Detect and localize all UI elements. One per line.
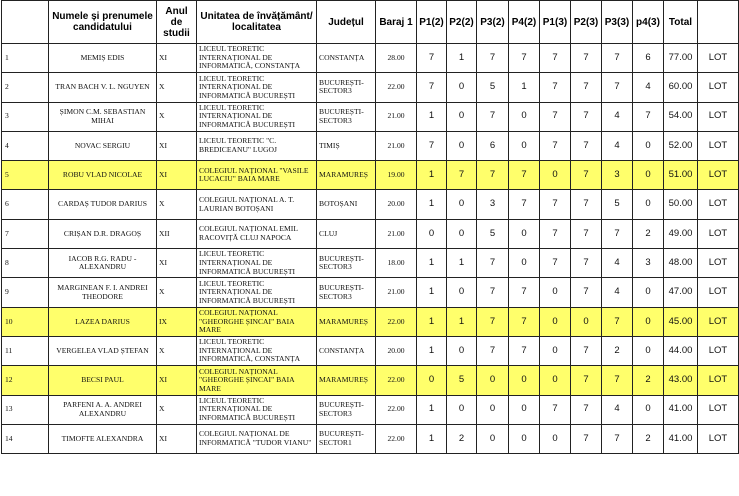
problem-score: 7 — [540, 219, 571, 248]
school-name: LICEUL TEORETIC INTERNAȚIONAL DE INFORMATICĂ BUCUREȘTI — [197, 102, 317, 131]
header-total: Total — [664, 1, 698, 44]
candidate-name: PARFENI A. A. ANDREI ALEXANDRU — [49, 395, 157, 424]
problem-score: 5 — [447, 366, 477, 395]
lot-status: LOT — [698, 424, 739, 453]
row-number: 2 — [2, 73, 49, 102]
study-year: XI — [157, 161, 197, 190]
school-name: COLEGIUL NAȚIONAL DE INFORMATICĂ "TUDOR VIANU" — [197, 424, 317, 453]
problem-score: 4 — [602, 102, 633, 131]
problem-score: 0 — [633, 131, 664, 160]
school-name: COLEGIUL NAȚIONAL "GHEORGHE ȘINCAI" BAIA MARE — [197, 307, 317, 336]
baraj-score: 22.00 — [376, 424, 417, 453]
lot-status: LOT — [698, 131, 739, 160]
problem-score: 0 — [633, 336, 664, 365]
table-row — [2, 131, 739, 160]
problem-score: 7 — [571, 219, 602, 248]
header-county: Județul — [317, 1, 376, 44]
problem-score: 0 — [633, 395, 664, 424]
problem-score: 0 — [477, 424, 509, 453]
problem-score: 4 — [602, 395, 633, 424]
header-lot — [698, 1, 739, 44]
header-p2-3: P2(3) — [571, 1, 602, 44]
problem-score: 7 — [477, 336, 509, 365]
baraj-score: 28.00 — [376, 44, 417, 73]
problem-score: 7 — [602, 366, 633, 395]
lot-status: LOT — [698, 73, 739, 102]
candidate-name: VERGELEA VLAD ȘTEFAN — [49, 336, 157, 365]
baraj-score: 18.00 — [376, 249, 417, 278]
problem-score: 2 — [602, 336, 633, 365]
school-name: COLEGIUL NAȚIONAL A. T. LAURIAN BOTOȘANI — [197, 190, 317, 219]
table-row — [2, 73, 739, 102]
lot-status: LOT — [698, 190, 739, 219]
total-score: 52.00 — [664, 131, 698, 160]
problem-score: 7 — [571, 278, 602, 307]
candidate-name: CRIȘAN D.R. DRAGOȘ — [49, 219, 157, 248]
problem-score: 0 — [540, 336, 571, 365]
problem-score: 1 — [417, 278, 447, 307]
row-number: 9 — [2, 278, 49, 307]
table-row — [2, 336, 739, 365]
problem-score: 7 — [571, 44, 602, 73]
baraj-score: 21.00 — [376, 102, 417, 131]
lot-status: LOT — [698, 161, 739, 190]
problem-score: 0 — [509, 249, 540, 278]
problem-score: 7 — [602, 424, 633, 453]
candidate-name: IACOB R.G. RADU - ALEXANDRU — [49, 249, 157, 278]
problem-score: 7 — [509, 278, 540, 307]
row-number: 1 — [2, 44, 49, 73]
county: MARAMUREȘ — [317, 307, 376, 336]
school-name: LICEUL TEORETIC INTERNAȚIONAL DE INFORMATICĂ BUCUREȘTI — [197, 395, 317, 424]
candidate-name: CARDAȘ TUDOR DARIUS — [49, 190, 157, 219]
total-score: 47.00 — [664, 278, 698, 307]
problem-score: 2 — [633, 424, 664, 453]
problem-score: 0 — [540, 307, 571, 336]
problem-score: 0 — [540, 366, 571, 395]
candidate-name: NOVAC SERGIU — [49, 131, 157, 160]
problem-score: 7 — [509, 44, 540, 73]
baraj-score: 22.00 — [376, 366, 417, 395]
candidate-name: LAZEA DARIUS — [49, 307, 157, 336]
problem-score: 7 — [571, 395, 602, 424]
total-score: 43.00 — [664, 366, 698, 395]
problem-score: 0 — [509, 219, 540, 248]
lot-status: LOT — [698, 102, 739, 131]
problem-score: 7 — [477, 307, 509, 336]
candidate-name: BECSI PAUL — [49, 366, 157, 395]
problem-score: 0 — [509, 395, 540, 424]
problem-score: 7 — [571, 366, 602, 395]
study-year: IX — [157, 307, 197, 336]
school-name: COLEGIUL NAȚIONAL EMIL RACOVIȚĂ CLUJ NAPOCA — [197, 219, 317, 248]
study-year: XI — [157, 424, 197, 453]
total-score: 48.00 — [664, 249, 698, 278]
header-name: Numele și prenumele candidatului — [49, 1, 157, 44]
header-p3-3: P3(3) — [602, 1, 633, 44]
study-year: XII — [157, 219, 197, 248]
problem-score: 7 — [602, 44, 633, 73]
school-name: LICEUL TEORETIC INTERNAȚIONAL DE INFORMATICĂ, CONSTANȚA — [197, 336, 317, 365]
school-name: COLEGIUL NAȚIONAL "VASILE LUCACIU" BAIA MARE — [197, 161, 317, 190]
row-number: 13 — [2, 395, 49, 424]
problem-score: 6 — [477, 131, 509, 160]
row-number: 8 — [2, 249, 49, 278]
table-row — [2, 395, 739, 424]
total-score: 45.00 — [664, 307, 698, 336]
candidate-name: MEMIȘ EDIS — [49, 44, 157, 73]
problem-score: 7 — [571, 249, 602, 278]
lot-status: LOT — [698, 336, 739, 365]
county: CLUJ — [317, 219, 376, 248]
problem-score: 0 — [447, 336, 477, 365]
lot-status: LOT — [698, 307, 739, 336]
study-year: X — [157, 395, 197, 424]
problem-score: 7 — [540, 102, 571, 131]
problem-score: 7 — [417, 131, 447, 160]
problem-score: 0 — [447, 73, 477, 102]
problem-score: 2 — [633, 366, 664, 395]
problem-score: 0 — [477, 395, 509, 424]
problem-score: 0 — [447, 102, 477, 131]
results-table — [1, 0, 739, 454]
problem-score: 0 — [447, 219, 477, 248]
lot-status: LOT — [698, 249, 739, 278]
table-row — [2, 161, 739, 190]
header-p3-2: P3(2) — [477, 1, 509, 44]
county: MARAMUREȘ — [317, 161, 376, 190]
problem-score: 1 — [447, 44, 477, 73]
problem-score: 1 — [417, 424, 447, 453]
problem-score: 2 — [633, 219, 664, 248]
candidate-name: TRAN BACH V. L. NGUYEN — [49, 73, 157, 102]
problem-score: 7 — [477, 278, 509, 307]
baraj-score: 21.00 — [376, 219, 417, 248]
table-row — [2, 44, 739, 73]
problem-score: 0 — [509, 131, 540, 160]
lot-status: LOT — [698, 44, 739, 73]
problem-score: 1 — [417, 249, 447, 278]
total-score: 44.00 — [664, 336, 698, 365]
problem-score: 0 — [509, 424, 540, 453]
problem-score: 4 — [602, 278, 633, 307]
county: MARAMUREȘ — [317, 366, 376, 395]
header-p2-2: P2(2) — [447, 1, 477, 44]
problem-score: 7 — [447, 161, 477, 190]
problem-score: 0 — [447, 395, 477, 424]
problem-score: 7 — [540, 131, 571, 160]
total-score: 54.00 — [664, 102, 698, 131]
row-number: 10 — [2, 307, 49, 336]
county: BUCUREȘTI-SECTOR3 — [317, 278, 376, 307]
problem-score: 1 — [417, 161, 447, 190]
study-year: X — [157, 336, 197, 365]
baraj-score: 21.00 — [376, 131, 417, 160]
lot-status: LOT — [698, 366, 739, 395]
baraj-score: 22.00 — [376, 73, 417, 102]
problem-score: 7 — [602, 73, 633, 102]
problem-score: 7 — [540, 44, 571, 73]
problem-score: 1 — [417, 336, 447, 365]
problem-score: 6 — [633, 44, 664, 73]
total-score: 77.00 — [664, 44, 698, 73]
baraj-score: 20.00 — [376, 336, 417, 365]
study-year: XI — [157, 131, 197, 160]
row-number: 4 — [2, 131, 49, 160]
header-p1-3: P1(3) — [540, 1, 571, 44]
school-name: LICEUL TEORETIC INTERNAȚIONAL DE INFORMATICĂ, CONSTANȚA — [197, 44, 317, 73]
problem-score: 0 — [633, 307, 664, 336]
problem-score: 5 — [602, 190, 633, 219]
header-nr — [2, 1, 49, 44]
baraj-score: 22.00 — [376, 395, 417, 424]
problem-score: 0 — [447, 131, 477, 160]
table-row — [2, 249, 739, 278]
school-name: LICEUL TEORETIC INTERNAȚIONAL DE INFORMATICĂ BUCUREȘTI — [197, 73, 317, 102]
county: BUCUREȘTI-SECTOR3 — [317, 102, 376, 131]
study-year: XI — [157, 366, 197, 395]
problem-score: 7 — [571, 102, 602, 131]
candidate-name: ȘIMON C.M. SEBASTIAN MIHAI — [49, 102, 157, 131]
problem-score: 7 — [477, 44, 509, 73]
baraj-score: 19.00 — [376, 161, 417, 190]
problem-score: 5 — [477, 219, 509, 248]
problem-score: 0 — [447, 278, 477, 307]
total-score: 60.00 — [664, 73, 698, 102]
row-number: 14 — [2, 424, 49, 453]
row-number: 5 — [2, 161, 49, 190]
problem-score: 0 — [509, 366, 540, 395]
problem-score: 1 — [509, 73, 540, 102]
school-name: LICEUL TEORETIC INTERNAȚIONAL DE INFORMATICĂ BUCUREȘTI — [197, 278, 317, 307]
problem-score: 0 — [417, 366, 447, 395]
baraj-score: 22.00 — [376, 307, 417, 336]
problem-score: 0 — [540, 161, 571, 190]
problem-score: 7 — [571, 161, 602, 190]
problem-score: 7 — [509, 190, 540, 219]
problem-score: 0 — [477, 366, 509, 395]
candidate-name: ROBU VLAD NICOLAE — [49, 161, 157, 190]
table-row — [2, 102, 739, 131]
study-year: X — [157, 190, 197, 219]
problem-score: 7 — [417, 73, 447, 102]
total-score: 41.00 — [664, 395, 698, 424]
county: BUCUREȘTI-SECTOR3 — [317, 73, 376, 102]
problem-score: 0 — [633, 161, 664, 190]
table-row — [2, 190, 739, 219]
problem-score: 7 — [571, 73, 602, 102]
county: BUCUREȘTI-SECTOR1 — [317, 424, 376, 453]
problem-score: 4 — [633, 73, 664, 102]
problem-score: 0 — [540, 424, 571, 453]
total-score: 49.00 — [664, 219, 698, 248]
problem-score: 0 — [540, 278, 571, 307]
row-number: 12 — [2, 366, 49, 395]
problem-score: 7 — [571, 131, 602, 160]
header-p1-2: P1(2) — [417, 1, 447, 44]
problem-score: 7 — [602, 219, 633, 248]
header-school: Unitatea de învățământ/ localitatea — [197, 1, 317, 44]
problem-score: 7 — [477, 161, 509, 190]
study-year: X — [157, 102, 197, 131]
problem-score: 3 — [633, 249, 664, 278]
problem-score: 7 — [571, 336, 602, 365]
problem-score: 7 — [602, 307, 633, 336]
row-number: 7 — [2, 219, 49, 248]
problem-score: 0 — [633, 190, 664, 219]
problem-score: 0 — [571, 307, 602, 336]
problem-score: 0 — [417, 219, 447, 248]
problem-score: 3 — [602, 161, 633, 190]
problem-score: 7 — [509, 307, 540, 336]
county: CONSTANȚA — [317, 44, 376, 73]
problem-score: 2 — [447, 424, 477, 453]
problem-score: 7 — [571, 190, 602, 219]
problem-score: 7 — [540, 395, 571, 424]
total-score: 41.00 — [664, 424, 698, 453]
problem-score: 3 — [477, 190, 509, 219]
problem-score: 7 — [540, 190, 571, 219]
county: BUCUREȘTI-SECTOR3 — [317, 395, 376, 424]
problem-score: 1 — [417, 307, 447, 336]
county: TIMIȘ — [317, 131, 376, 160]
problem-score: 4 — [602, 249, 633, 278]
problem-score: 7 — [477, 102, 509, 131]
problem-score: 7 — [477, 249, 509, 278]
problem-score: 0 — [447, 190, 477, 219]
county: BUCUREȘTI-SECTOR3 — [317, 249, 376, 278]
problem-score: 7 — [540, 73, 571, 102]
row-number: 3 — [2, 102, 49, 131]
problem-score: 5 — [477, 73, 509, 102]
problem-score: 1 — [447, 249, 477, 278]
header-p4-3: p4(3) — [633, 1, 664, 44]
total-score: 50.00 — [664, 190, 698, 219]
problem-score: 1 — [447, 307, 477, 336]
candidate-name: TIMOFTE ALEXANDRA — [49, 424, 157, 453]
row-number: 11 — [2, 336, 49, 365]
problem-score: 1 — [417, 190, 447, 219]
problem-score: 1 — [417, 395, 447, 424]
study-year: XI — [157, 44, 197, 73]
header-p4-2: P4(2) — [509, 1, 540, 44]
problem-score: 7 — [633, 102, 664, 131]
problem-score: 1 — [417, 102, 447, 131]
problem-score: 7 — [509, 161, 540, 190]
header-baraj: Baraj 1 — [376, 1, 417, 44]
candidate-name: MARGINEAN F. I. ANDREI THEODORE — [49, 278, 157, 307]
header-year: Anul de studii — [157, 1, 197, 44]
table-row — [2, 366, 739, 395]
problem-score: 4 — [602, 131, 633, 160]
study-year: X — [157, 278, 197, 307]
table-row — [2, 307, 739, 336]
school-name: LICEUL TEORETIC INTERNAȚIONAL DE INFORMATICĂ BUCUREȘTI — [197, 249, 317, 278]
problem-score: 7 — [571, 424, 602, 453]
school-name: COLEGIUL NAȚIONAL "GHEORGHE ȘINCAI" BAIA MARE — [197, 366, 317, 395]
lot-status: LOT — [698, 278, 739, 307]
study-year: XI — [157, 249, 197, 278]
lot-status: LOT — [698, 219, 739, 248]
problem-score: 0 — [633, 278, 664, 307]
header-row — [2, 1, 739, 44]
problem-score: 7 — [540, 249, 571, 278]
table-row — [2, 424, 739, 453]
baraj-score: 20.00 — [376, 190, 417, 219]
problem-score: 0 — [509, 102, 540, 131]
total-score: 51.00 — [664, 161, 698, 190]
baraj-score: 21.00 — [376, 278, 417, 307]
problem-score: 7 — [417, 44, 447, 73]
table-row — [2, 278, 739, 307]
row-number: 6 — [2, 190, 49, 219]
lot-status: LOT — [698, 395, 739, 424]
school-name: LICEUL TEORETIC "C. BREDICEANU" LUGOJ — [197, 131, 317, 160]
problem-score: 7 — [509, 336, 540, 365]
county: BOTOȘANI — [317, 190, 376, 219]
table-row — [2, 219, 739, 248]
county: CONSTANȚA — [317, 336, 376, 365]
study-year: X — [157, 73, 197, 102]
